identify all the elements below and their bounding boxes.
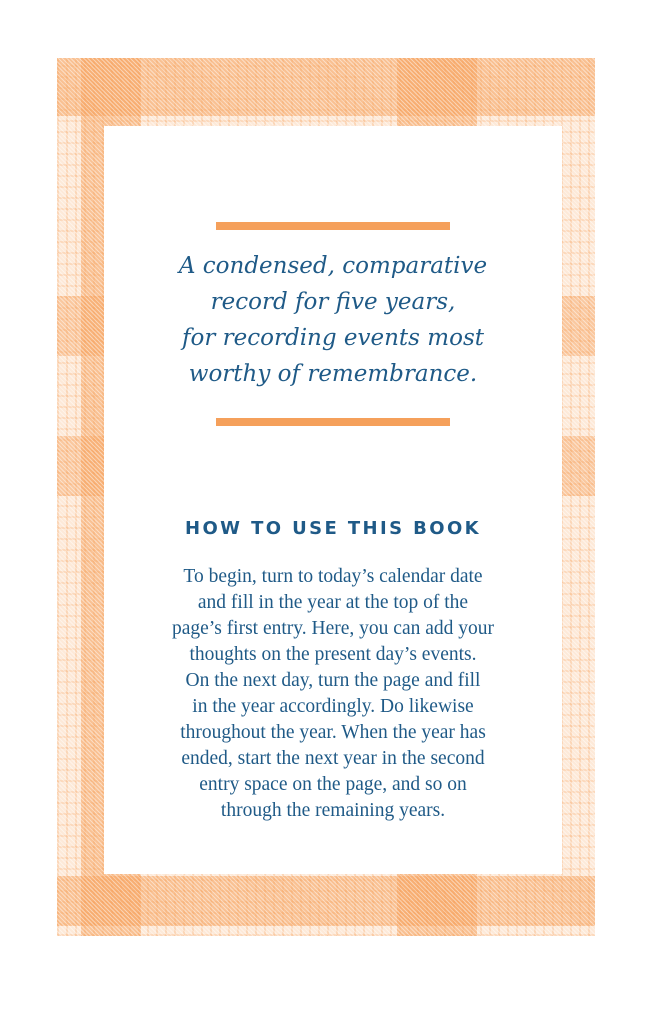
section-heading: HOW TO USE THIS BOOK [184,518,482,539]
instructions-paragraph [104,564,562,824]
tagline [104,248,562,392]
instructions-line-4: thoughts on the present day’s events. [189,644,477,665]
instructions-line-10: through the remaining years. [220,800,446,821]
instructions-line-8: ended, start the next year in the second [181,748,485,769]
instructions-line-1: To begin, turn to today’s calendar date [183,566,483,587]
instructions-line-7: throughout the year. When the year has [180,722,486,743]
instructions-line-9: entry space on the page, and so on [199,774,467,795]
bottom-orange-rule [216,418,450,426]
tagline-line-1: A condensed, comparative [178,253,488,279]
tagline-line-4: worthy of remembrance. [188,361,478,387]
content-card [104,126,562,874]
top-orange-rule [216,222,450,230]
instructions-line-5: On the next day, turn the page and fill [185,670,481,691]
instructions-line-3: page’s first entry. Here, you can add your [172,618,494,639]
tagline-line-3: for recording events most [181,325,484,351]
instructions-line-2: and fill in the year at the top of the [197,592,469,613]
tagline-line-2: record for five years, [210,289,456,315]
instructions-line-6: in the year accordingly. Do likewise [192,696,474,717]
